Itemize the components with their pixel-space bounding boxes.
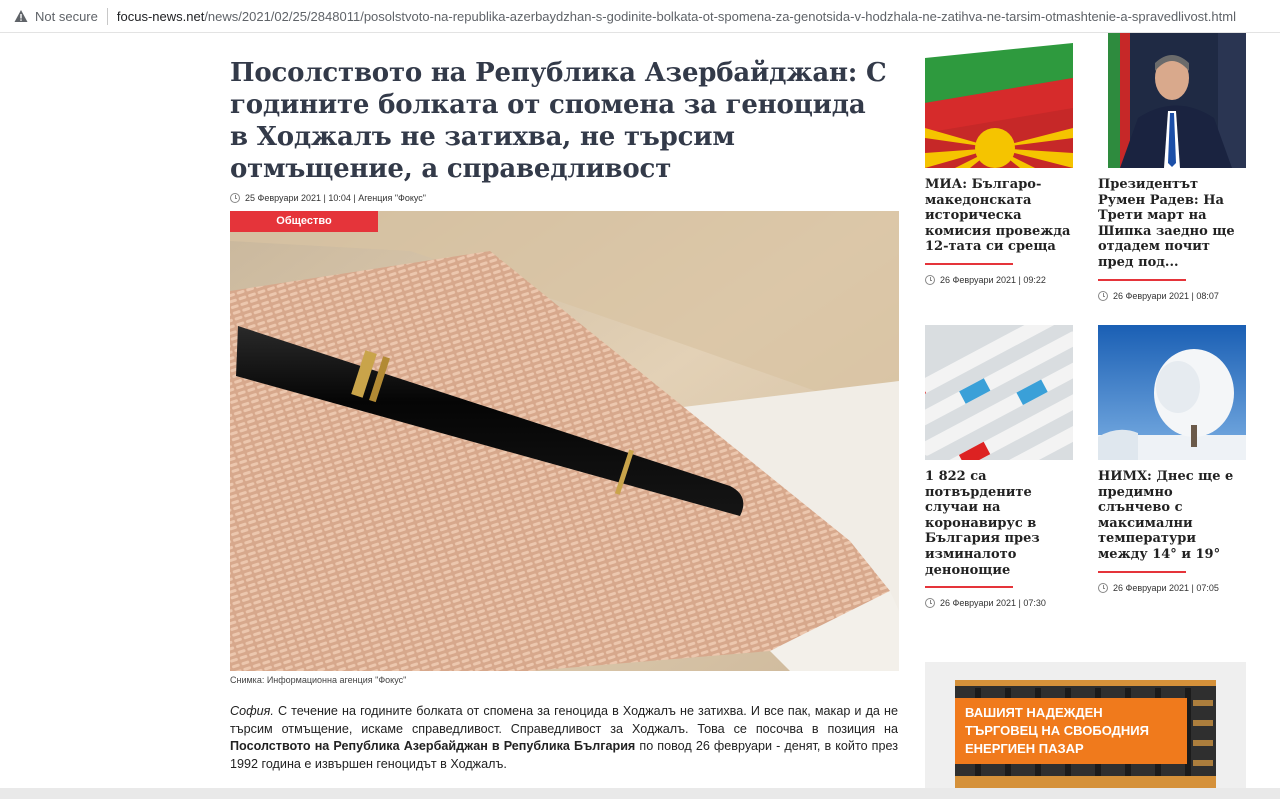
card-title[interactable]: МИА: Българо-македонската историческа комисия провежда 12-тата си среща [925,177,1071,255]
clock-icon [1098,291,1108,301]
card-date-text: 26 Февруари 2021 | 08:07 [1113,290,1219,301]
ad-text[interactable]: ВАШИЯТ НАДЕЖДЕН ТЪРГОВЕЦ НА СВОБОДНИЯ ЕНЕРГИЕН ПАЗАР [955,698,1187,764]
card-date-text: 26 Февруари 2021 | 07:05 [1113,582,1219,593]
card-underline [925,586,1013,588]
article-meta [230,193,426,203]
card-title[interactable]: 1 822 са потвърдените случаи на коронавирус в България през изминалото денонощие [925,469,1040,578]
lead-city: София. [230,704,274,718]
article-photo [230,211,899,671]
card-date-text: 26 Февруари 2021 | 09:22 [940,274,1046,285]
card-underline [1098,571,1186,573]
lead-bold: Посолството на Република Азербайджан в Република България [230,739,636,753]
url-text[interactable] [117,9,1236,24]
lead-text-1: С течение на годините болката от спомена за геноцида в Ходжалъ не затихва. И все пак, макар и да не търсим отмъщение, искаме справедливост. Справедливост за Ходжалъ. Това се посочва в позиция на [230,704,898,736]
card-underline [1098,279,1186,281]
clock-icon [1098,583,1108,593]
url-path: /news/2021/02/25/2848011/posolstvoto-na-republika-azerbaydzhan-s-godinite-bolkata-ot-spomena-za-genotsida-v-hodzhala-ne-zatihva-ne-tarsim-otmashtenie-a-spravedlivost.html [204,8,1236,24]
article-date: 25 Февруари 2021 | 10:04 | Агенция "Фокус" [245,193,426,203]
card-date [925,275,1073,285]
card-underline [925,263,1013,265]
ad-container [925,662,1246,799]
page-bottom-edge [0,788,1280,799]
divider [107,8,108,25]
article-title: Посолството на Република Азербайджан: С годините болката от спомена за геноцида в Ходжалъ не затихва, не търсим отмъщение, а справедливост [230,58,887,184]
accent-label: АКЦЕНТИ [973,33,1025,44]
clock-icon [230,193,240,203]
card-thumbnail[interactable] [925,325,1073,460]
energy-ad-banner[interactable] [955,680,1216,790]
card-date [925,598,1073,608]
warning-icon[interactable] [14,9,28,23]
category-badge[interactable]: Общество [230,211,378,232]
url-host: focus-news.net [116,8,205,24]
article-lead [230,703,898,773]
address-bar[interactable] [0,0,1280,33]
card-date-text: 26 Февруари 2021 | 07:30 [940,598,1046,609]
card-thumbnail[interactable] [1098,325,1246,460]
photo-caption: Снимка: Информационна агенция "Фокус" [230,675,407,685]
sidebar-card-covid[interactable] [925,325,1073,608]
card-date [1098,583,1246,593]
sidebar-card-radev[interactable] [1098,33,1246,301]
card-title[interactable]: Президентът Румен Радев: На Трети март на Шипка заедно ще отдадем почит пред под... [1098,177,1235,270]
sidebar-card-mia[interactable] [925,33,1073,285]
clock-icon [925,275,935,285]
card-thumbnail[interactable] [1098,33,1246,168]
card-date [1098,291,1246,301]
sidebar-card-weather[interactable] [1098,325,1246,593]
security-status[interactable]: Not secure [35,8,98,24]
clock-icon [925,598,935,608]
card-thumbnail[interactable] [925,33,1073,168]
card-title[interactable]: НИМХ: Днес ще е предимно слънчево с максимални температури между 14° и 19° [1098,469,1234,562]
lead-text-2: по повод 26 февруари - денят, в който през 1992 година е извършен геноцидът в Ходжалъ. [230,739,898,771]
